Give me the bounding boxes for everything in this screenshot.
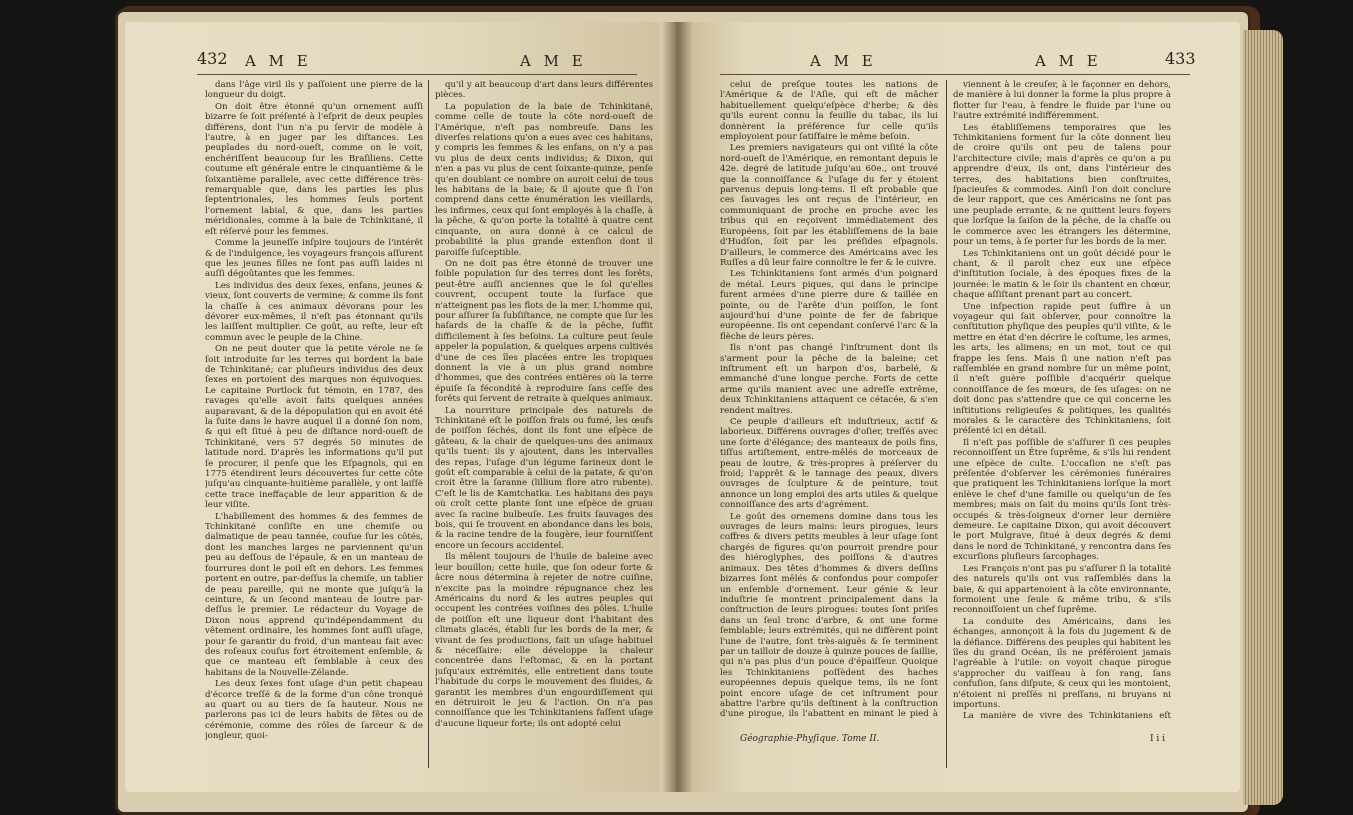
right-header-left: A M E bbox=[810, 52, 877, 70]
paragraph: Les établiſſemens temporaires que les Tchinkitaniens forment ſur la côte donnent lieu de croire qu'ils ont peu de talens pour l'architecture civile; mais d'après ce qu'on a pu apprendre d'eux, ils ont, dans l'intérieur des terres, des habitations bien conſtruites, ſpacieuſes & commodes. Ainſi l'on doit conclure de leur rapport, que ces Américains ne ſont pas une peuplade errante, & ne quittent leurs foyers que lorſque la ſaiſon de la pêche, de la chaſſe ou le commerce avec les étrangers les détermine, pour un tems, à ſe porter ſur les bords de la mer. bbox=[953, 122, 1171, 248]
paragraph: La conduite des Américains, dans les échanges, annonçoit à la fois du jugement & de la défiance. Différens des peuples qui habitent les îles du grand Océan, ils ne préféroient jamais l'agréable à l'utile: on voyoit chaque pirogue s'approcher du vaiſſeau à ſon rang, ſans confuſion, ſans diſpute, & ceux qui les montoient, n'étoient ni preſſés ni preſſans, ni bruyans ni importuns. bbox=[953, 616, 1171, 710]
paragraph: La population de la baie de Tchinkitané, comme celle de toute la côte nord-oueſt de l'Amérique, n'eſt pas nombreuſe. Dans les diverſes relations qu'on a eues avec ces habitans, y compris les femmes & les enfans, on n'y a pas vu plus de deux cents individus; & Dixon, qui n'en a pas vu plus de cent ſoixante-quinze, penſe qu'en doublant ce nombre on auroit celui de tous les habitans de la baie; & il ajoute que ſi l'on comprend dans cette énumération les vieillards, les infirmes, ceux qui ſont employés à la chaſſe, à la pêche, & qu'on porte la totalité à quatre cent cinquante, on aura donné à ce calcul de probabilité la plus grande extenſion dont il paroiſſe ſuſceptible. bbox=[435, 101, 653, 258]
paragraph: qu'il y ait beaucoup d'art dans leurs différentes pièces. bbox=[435, 80, 653, 101]
paragraph: La manière de vivre des Tchinkitaniens eſt bbox=[963, 711, 1171, 720]
paragraph: La nourriture principale des naturels de Tchinkitané eſt le poiſſon frais ou fumé, les œufs de poiſſon ſéchés, dont ils font une eſpèce de gâteau, & la chair de quelques-uns des animaux qu'ils tuent: ils y ajoutent, dans les intervalles des repas, l'uſage d'un légume farineux dont le goût eſt comparable à celui de la patate, & qu'on croit être la ſaranne (lillium flore atro rubente). C'eſt le lis de Kamtchatka. Les habitans des pays où croît cette plante ſont une eſpèce de gruau avec ſa racine bulbeuſe. Les fruits ſauvages des bois, qui ſe trouvent en abondance dans les bois, & la racine tendre de la fougère, leur fourniſſent encore un ſecours accidentel. bbox=[435, 405, 653, 551]
right-column-1 bbox=[720, 80, 938, 720]
left-column-2 bbox=[435, 80, 653, 770]
right-header-right: A M E bbox=[1035, 52, 1102, 70]
left-header-rule bbox=[197, 74, 637, 75]
left-page-number: 432 bbox=[197, 49, 228, 68]
paragraph: Comme la jeuneſſe inſpire toujours de l'intérêt & de l'indulgence, les voyageurs françois aſſurent que les jeunes filles ne ſont pas auſſi laides ni auſſi dégoûtantes que les femmes. bbox=[205, 238, 423, 280]
paragraph: Ce peuple d'ailleurs eſt induſtrieux, actif & laborieux. Différens ouvrages d'oſier, treſſés avec une ſorte d'élégance; des manteaux de poils fins, tiſſus artiſtement, entre-mêlés de morceaux de peau de loutre, & très-propres à préſerver du froid; l'apprêt & le tannage des peaux, divers ouvrages de ſculpture & de peinture, tout annonce un long emploi des arts utiles & quelque connoiſſance des arts d'agrément. bbox=[720, 417, 938, 511]
paragraph: viennent à le creuſer, à le façonner en dehors, de manière à lui donner la forme la plus propre à flotter ſur l'eau, à fendre le fluide par l'une ou l'autre extrémité indifféremment. bbox=[953, 80, 1171, 122]
paragraph: Ils n'ont pas changé l'inſtrument dont ils s'arment pour la pêche de la baleine; cet inſtrument eſt un harpon d'os, barbelé, & emmanché d'une longue perche. Forts de cette arme qu'ils manient avec une adreſſe extrême, deux Tchinkitaniens attaquent ce cétacée, & s'en rendent maîtres. bbox=[720, 343, 938, 416]
right-page-number: 433 bbox=[1165, 49, 1196, 68]
paragraph: On doit être étonné qu'un ornement auſſi bizarre ſe ſoit préſenté à l'eſprit de deux peuples différens, dont l'un n'a pu ſervir de modèle à l'autre, à en juger par les diſtances. Les peuplades du nord-oueſt, comme on le voit, enchériſſent beaucoup ſur les Braſiliens. Cette coutume eſt générale entre le cinquantième & le ſoixantième parallele, avec cette différence très-remarquable que, dans les parties les plus ſeptentrionales, les hommes ſeuls portent l'ornement labial, & que, dans les parties méridionales, comme à la baie de Tchinkitané, il eſt réſervé pour les femmes. bbox=[205, 101, 423, 237]
paragraph: Les Tchinkitaniens ſont armés d'un poignard de métal. Leurs piques, qui dans le principe furent armées d'une pierre dure & taillée en pointe, ou de l'arête d'un poiſſon, le ſont aujourd'hui d'une pointe de fer de fabrique européenne. Ils ont cependant conſervé l'arc & la flèche de leurs pères. bbox=[720, 269, 938, 342]
paragraph: Les premiers navigateurs qui ont viſité la côte nord-oueſt de l'Amérique, en remontant depuis le 42e. degré de latitude juſqu'au 60e., ont trouvé que la connoiſſance & l'uſage du fer y étoient parvenus depuis long-tems. Il eſt probable que ces ſauvages les ont reçus de l'intérieur, en communiquant de proche en proche avec les tribus qui en reçoivent immédiatement des Européens, ſoit par les établiſſemens de la baie d'Hudſon, ſoit par les préſides eſpagnols. D'ailleurs, le commerce des Américains avec les Ruſſes a dû leur faire connoître le fer & le cuivre. bbox=[720, 143, 938, 268]
paragraph: Le goût des ornemens domine dans tous les ouvrages de leurs mains: leurs pirogues, leurs coffres & divers petits meubles à leur uſage ſont chargés de figures qu'on pourroit prendre pour des hiéroglyphes, des poiſſons & d'autres animaux. Des têtes d'hommes & divers deſſins bizarres ſont mêlés & confondus pour compoſer un enſemble d'ornement. Leur génie & leur induſtrie ſe montrent principalement dans la conſtruction de leurs pirogues: toutes ſont priſes dans un ſeul tronc d'arbre, & ont une forme ſemblable; leurs extrémités, qui ne diffèrent point l'une de l'autre, ſont très-aiguës & ſe terminent par un tailloir de douze à quinze pouces de ſaillie, qui n'a pas plus d'un pouce d'épaiſſeur. Quoique les Tchinkitaniens poſſèdent des haches européennes depuis quelque tems, ils ne ſont point encore uſage de cet inſtrument pour abattre l'arbre qu'ils deſtinent à la conſtruction d'une pirogue, ils l'abattent en minant le pied à bbox=[720, 511, 938, 720]
paragraph: Il n'eſt pas poſſible de s'aſſurer ſi ces peuples reconnoiſſent un Être ſuprême, & s'ils lui rendent une eſpèce de culte. L'occaſion ne s'eſt pas préſentée d'obſerver les cérémonies funéraires que pratiquent les Tchinkitaniens lorſque la mort enlève le chef d'une famille ou quelqu'un de ſes membres; mais on ſait du moins qu'ils ſont très-occupés & très-ſoigneux d'orner leur dernière demeure. Le capitaine Dixon, qui avoit découvert le port Mulgrave, ſitué à deux degrés & demi dans le nord de Tchinkitané, y rencontra dans ſes excurſions pluſieurs ſarcophages. bbox=[953, 437, 1171, 563]
right-page bbox=[680, 22, 1240, 792]
paragraph: Une inſpection rapide peut ſuffire à un voyageur qui ſait obſerver, pour connoître la conſtitution phyſique des peuples qu'il viſite, & le mettre en état d'en décrire le coſtume, les armes, les arts, les alimens; en un mot, tout ce qui frappe les ſens. Mais ſi une nation n'eſt pas raſſemblée en grand nombre ſur un même point, il n'eſt guère poſſible d'acquérir quelque connoiſſance de ſes mœurs, de ſes uſages: on ne doit donc pas s'attendre que ce qui concerne les inſtitutions religieuſes & politiques, les qualités morales & le caractère des Tchinkitaniens, ſoit préſenté ici en détail. bbox=[953, 301, 1171, 437]
book-gutter bbox=[660, 22, 694, 792]
paragraph: dans l'âge viril ils y paſſoient une pierre de la longueur du doigt. bbox=[205, 80, 423, 101]
left-column-1 bbox=[205, 80, 423, 770]
paragraph: Ils mêlent toujours de l'huile de baleine avec leur bouillon; cette huile, que ſon odeur forte & âcre nous détermina à rejeter de notre cuiſine, n'excite pas la moindre répugnance chez les Américains du nord & les autres peuples qui occupent les contrées voiſines des pôles. L'huile de poiſſon eſt une liqueur dont l'habitant des climats glacés, établi ſur les bords de la mer, & vivant de ſes productions, fait un uſage habituel & néceſſaire: elle développe la chaleur concentrée dans l'eſtomac, & en la portant juſqu'aux extrémités, elle entretient dans toute l'habitude du corps le mouvement des fluides, & garantit les membres d'un engourdiſſement qui en détruiroit le jeu & l'action. On n'a pas connoiſſance que les Tchinkitaniens faſſent uſage d'aucune liqueur forte; ils ont adopté celui bbox=[435, 552, 653, 729]
page-footer: Géographie-Phyſique. Tome II. bbox=[740, 734, 880, 744]
signature-mark: I i i bbox=[1150, 734, 1166, 744]
left-header-right: A M E bbox=[520, 52, 587, 70]
paragraph: On ne doit pas être étonné de trouver une foible population ſur des terres dont les forêts, peut-être auſſi anciennes que le ſol qu'elles couvrent, occupent toute la ſurface que n'atteignent pas les flots de la mer. L'homme qui, pour aſſurer ſa ſubſiſtance, ne compte que ſur les haſards de la chaſſe & de la pêche, ſuffit difficilement à ſes beſoins. La culture peut ſeule appeler la population, & quelques arpens cultivés d'une de ces îles placées entre les tropiques donnent la vie à un plus grand nombre d'hommes, que des contrées entières où la terre épuiſe ſa fécondité à reproduire ſans ceſſe des forêts qui ſervent de retraite à quelques animaux. bbox=[435, 258, 653, 405]
column-rule bbox=[428, 80, 429, 768]
column-rule bbox=[946, 80, 947, 768]
paragraph: Les Tchinkitaniens ont un goût décidé pour le chant, & il paroît chez eux une eſpèce d'inſtitution ſociale, à des époques fixes de la journée: le matin & le ſoir ils chantent en chœur, chaque aſſiſtant prenant part au concert. bbox=[953, 248, 1171, 301]
right-header-rule bbox=[720, 74, 1190, 75]
paragraph: On ne peut douter que la petite vérole ne ſe ſoit introduite ſur les terres qui bordent la baie de Tchinkitané; car pluſieurs individus des deux ſexes en portoient des marques non équivoques. Le capitaine Portlock fut témoin, en 1787, des ravages qu'elle avoit faits quelques années auparavant, & de la dépopulation qui en avoit été la ſuite dans le havre auquel il a donné ſon nom, & qui eſt ſitué à peu de diſtance nord-oueſt de Tchinkitané, vers 57 degrés 50 minutes de latitude nord. D'après les informations qu'il put ſe procurer, il penſe que les Eſpagnols, qui en 1775 étendirent leurs découvertes ſur cette côte juſqu'au cinquante-huitième parallèle, y ont laiſſé cette trace ineffaçable de leur apparition & de leur viſite. bbox=[205, 344, 423, 511]
paragraph: Les François n'ont pas pu s'aſſurer ſi la totalité des naturels qu'ils ont vus raſſemblés dans la baie, & qui appartenoient à la côte environnante, formoient une ſeule & même tribu, & s'ils reconnoiſſoient un chef ſuprême. bbox=[953, 563, 1171, 616]
paragraph: L'habillement des hommes & des femmes de Tchinkitané conſiſte en une chemiſe ou dalmatique de peau tannée, couſue ſur les côtés, dont les manches larges ne parviennent qu'un peu au deſſous de l'épaule, & en un manteau de fourrures dont le poil eſt en dehors. Les femmes portent en outre, par-deſſus la chemiſe, un tablier de peau pareille, qui ne monte que juſqu'à la ceinture, & un ſecond manteau de loutre par-deſſus le premier. Le rédacteur du Voyage de Dixon nous apprend qu'indépendamment du vêtement ordinaire, les hommes ſont auſſi uſage, pour ſe garantir du froid, d'un manteau fait avec des roſeaux couſus fort étroitement enſemble, & que ce manteau eſt ſemblable à ceux des habitans de la Nouvelle-Zélande. bbox=[205, 511, 423, 678]
paragraph: Les deux ſexes font uſage d'un petit chapeau d'écorce treſſé & de la forme d'un cône tronqué au quart ou au tiers de ſa hauteur. Nous ne parlerons pas ici de leurs habits de fêtes ou de cérémonie, comme des rôles de ſarceur & de jongleur, quoi- bbox=[205, 679, 423, 742]
paragraph: Les individus des deux ſexes, enfans, jeunes & vieux, ſont couverts de vermine; & comme ils font la chaſſe à ces animaux dévorans pour les dévorer eux-mêmes, il n'eſt pas étonnant qu'ils les laiſſent multiplier. Ce goût, au reſte, leur eſt commun avec le peuple de la Chine. bbox=[205, 280, 423, 343]
page-edges bbox=[1243, 30, 1283, 805]
left-header-left: A M E bbox=[245, 52, 312, 70]
right-column-2 bbox=[953, 80, 1171, 720]
paragraph: celui de preſque toutes les nations de l'Amérique & de l'Aſie, qui eſt de mâcher habituellement quelqu'eſpèce d'herbe; & dès qu'ils eurent connu la feuille du tabac, ils lui donnèrent la préférence ſur celle qu'ils employoient pour ſatiſfaire le même beſoin. bbox=[720, 80, 938, 143]
left-page bbox=[125, 22, 673, 792]
